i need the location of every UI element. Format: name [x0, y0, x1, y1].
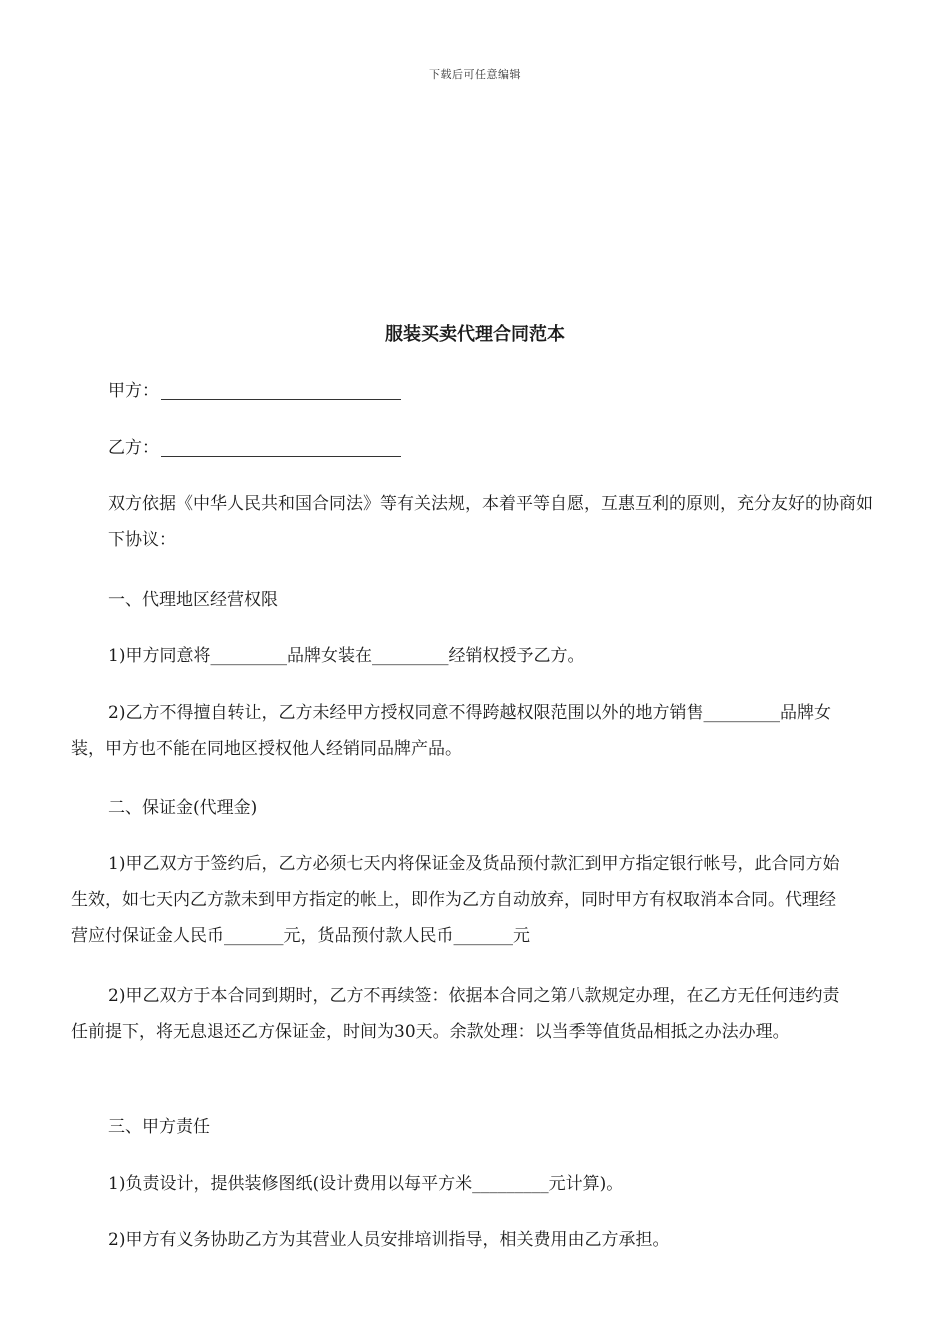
section3-heading: 三、甲方责任 — [108, 1117, 210, 1137]
s1-item2: 2)乙方不得擅自转让，乙方未经甲方授权同意不得跨越权限范围以外的地方销售_________品牌女装，甲方也不能在同地区授权他人经销同品牌产品。 — [71, 703, 831, 759]
party-a-blank — [161, 381, 401, 400]
preamble-paragraph — [108, 486, 880, 558]
s1-item1: 1)甲方同意将_________品牌女装在_________经销权授予乙方。 — [108, 646, 585, 666]
s3-item2: 2)甲方有义务协助乙方为其营业人员安排培训指导，相关费用由乙方承担。 — [108, 1230, 670, 1250]
header-note: 下载后可任意编辑 — [429, 68, 521, 81]
party-a-line — [108, 373, 880, 409]
section1-heading: 一、代理地区经营权限 — [108, 590, 278, 610]
s2-item2: 2)甲乙双方于本合同到期时，乙方不再续签：依据本合同之第八款规定办理，在乙方无任何违约责任前提下，将无息退还乙方保证金，时间为30天。余款处理：以当季等值货品相抵之办法办理。 — [71, 986, 840, 1042]
party-a-label: 甲方： — [108, 381, 159, 401]
s2-item1: 1)甲乙双方于签约后，乙方必须七天内将保证金及货品预付款汇到甲方指定银行帐号，此合同方始生效，如七天内乙方款未到甲方指定的帐上，即作为乙方自动放弃，同时甲方有权取消本合同。代理经营应付保证金人民币_______元，货品预付款人民币_______元 — [71, 854, 840, 946]
document-title: 服装买卖代理合同范本 — [385, 324, 565, 345]
preamble-text: 双方依据《中华人民共和国合同法》等有关法规，本着平等自愿，互惠互利的原则，充分友好的协商如下协议： — [108, 494, 873, 550]
section2-heading: 二、保证金(代理金) — [108, 798, 258, 818]
party-b-line — [108, 430, 880, 466]
party-b-label: 乙方： — [108, 438, 159, 458]
s3-item1: 1)负责设计，提供装修图纸(设计费用以每平方米_________元计算)。 — [108, 1174, 624, 1194]
party-b-blank — [161, 438, 401, 457]
